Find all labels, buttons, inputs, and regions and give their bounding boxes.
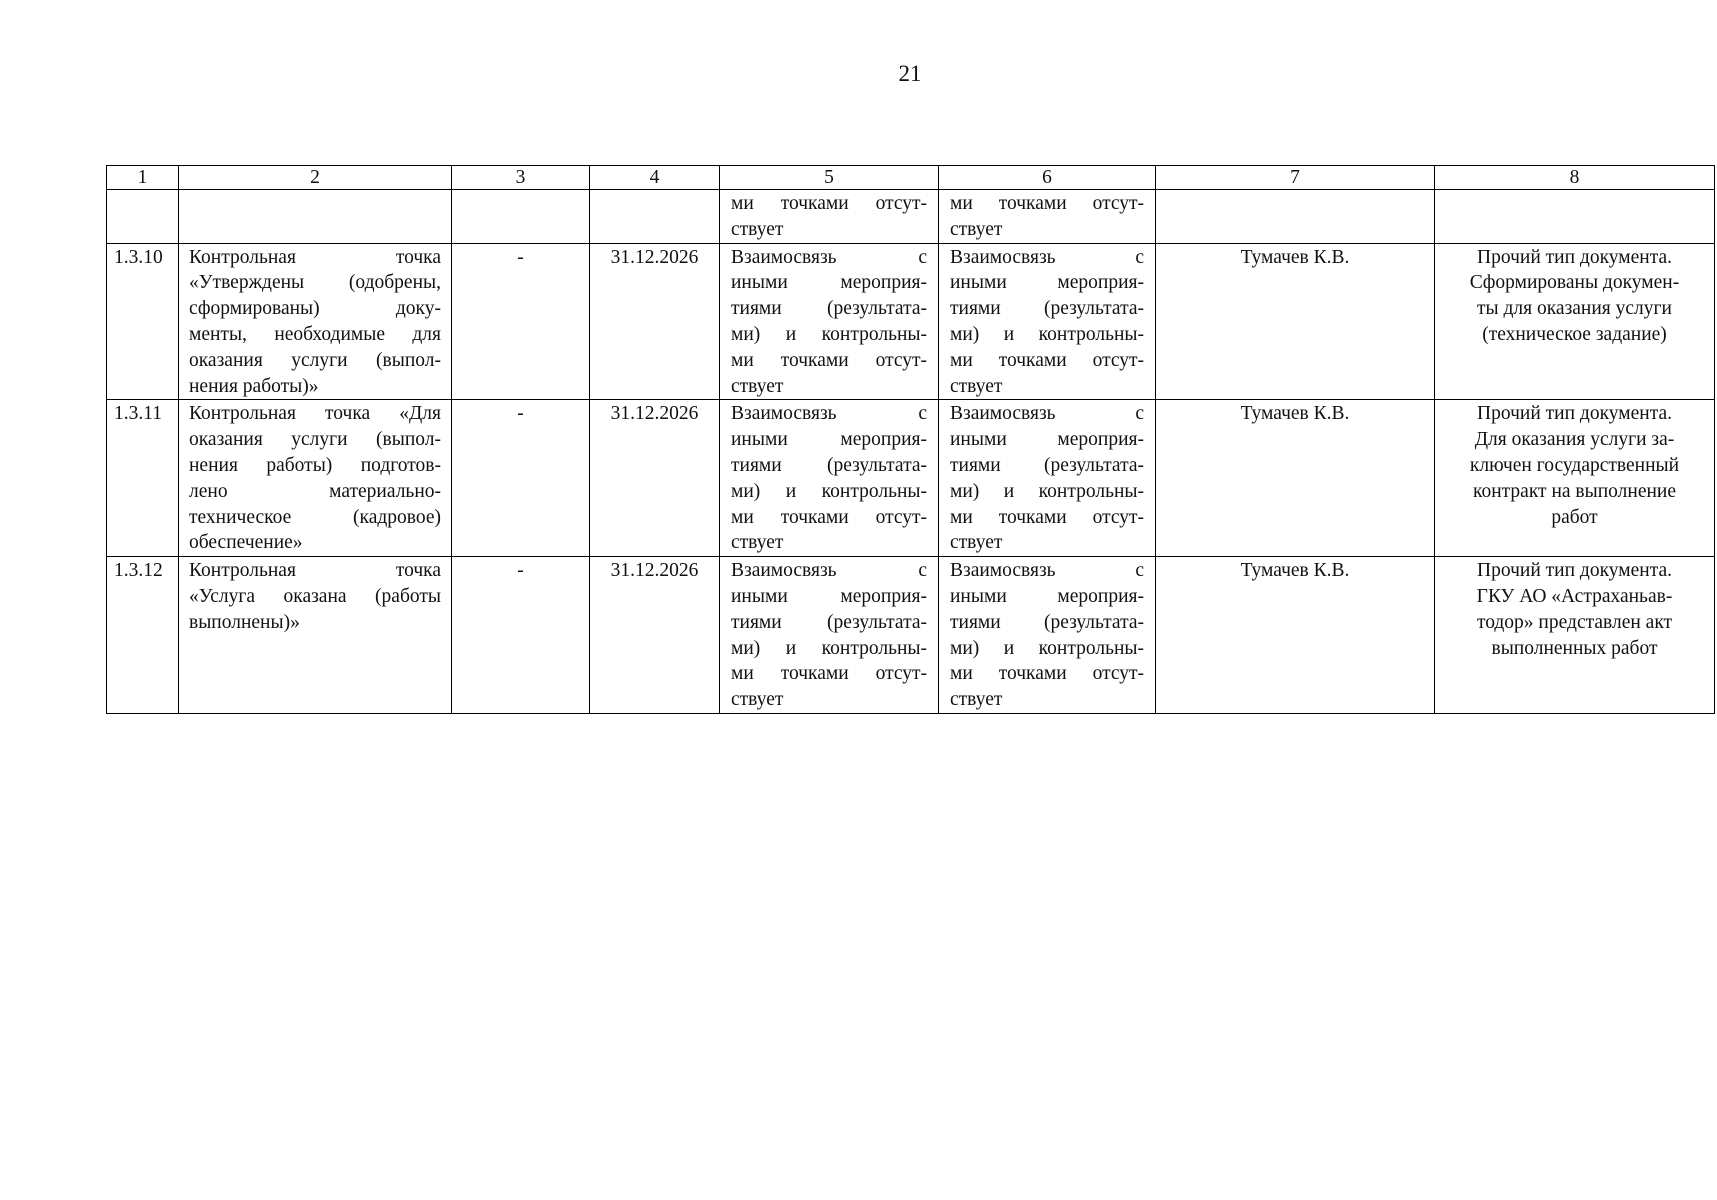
cell-text-line: тодор» представлен акт xyxy=(1476,611,1673,633)
cell-text-line: «Утверждены (одобрены, xyxy=(189,272,441,294)
cell-text-line: 31.12.2026 xyxy=(610,403,699,425)
cell-text-line: - xyxy=(517,246,524,268)
column-header: 2 xyxy=(179,166,452,190)
row-number-cell xyxy=(107,400,179,557)
responsible-cell xyxy=(1156,243,1435,400)
cell-text-line: тиями (результата- xyxy=(950,454,1144,476)
cell-text-line: ми точками отсут- xyxy=(731,663,927,685)
deadline-cell xyxy=(590,400,720,557)
cell-text-line: иными мероприя- xyxy=(950,585,1144,607)
cell-text-line: ствует xyxy=(950,532,1003,554)
cell-text-line: ствует xyxy=(731,689,784,711)
cell-text-line: ми точками отсут- xyxy=(950,349,1144,371)
cell-text-line: ми) и контрольны- xyxy=(950,480,1144,502)
cell-text-line: ствует xyxy=(731,532,784,554)
cell-text-line: иными мероприя- xyxy=(731,585,927,607)
cell-text-line: контракт на выполнение xyxy=(1473,480,1676,502)
cell-text-line: тиями (результата- xyxy=(731,298,927,320)
cell-text-line: - xyxy=(517,403,524,425)
document-cell xyxy=(1435,243,1715,400)
cell-text-line: ми точками отсут- xyxy=(950,506,1144,528)
cell-text-line: Взаимосвязь с xyxy=(950,560,1144,582)
deadline-cell xyxy=(590,557,720,714)
control-point-cell xyxy=(179,557,452,714)
linkage-cell xyxy=(720,190,939,244)
deadline-cell xyxy=(590,243,720,400)
cell-text-line: Сформированы докумен- xyxy=(1469,272,1680,294)
row-number-cell xyxy=(107,557,179,714)
responsible-cell xyxy=(1156,400,1435,557)
cell-text-line: Прочий тип документа. xyxy=(1477,246,1672,268)
cell-text-line: Взаимосвязь с xyxy=(950,403,1144,425)
cell-text-line: ми точками отсут- xyxy=(950,193,1144,214)
column-header: 8 xyxy=(1435,166,1715,190)
cell-text-line: иными мероприя- xyxy=(950,272,1144,294)
row-number-cell xyxy=(107,243,179,400)
cell-text-line: ми) и контрольны- xyxy=(731,323,927,345)
cell-text-line: работ xyxy=(1551,506,1598,528)
table-row xyxy=(107,400,1715,557)
cell-text-line: Взаимосвязь с xyxy=(731,403,927,425)
document-cell xyxy=(1435,557,1715,714)
cell-text-line: 31.12.2026 xyxy=(610,560,699,582)
cell-text-line: тиями (результата- xyxy=(731,454,927,476)
cell-text-line: Для оказания услуги за- xyxy=(1474,429,1675,451)
responsible-cell xyxy=(1156,557,1435,714)
cell-text-line: ствует xyxy=(950,218,1003,240)
cell-text-line: Контрольная точка xyxy=(189,560,441,582)
cell-text-line: менты, необходимые для xyxy=(189,323,441,345)
linkage-cell-alt xyxy=(939,400,1156,557)
cell-text-line: лено материально- xyxy=(189,480,441,502)
column-3-cell xyxy=(452,557,590,714)
column-3-cell xyxy=(452,400,590,557)
cell-text-line: ты для оказания услуги xyxy=(1477,298,1672,320)
cell-text-line: 31.12.2026 xyxy=(610,246,699,268)
header-row xyxy=(107,166,1715,190)
table-row xyxy=(107,557,1715,714)
linkage-cell xyxy=(720,243,939,400)
cell-text-line: нения работы) подготов- xyxy=(189,454,441,476)
cell-text-line: иными мероприя- xyxy=(731,429,927,451)
column-header: 1 xyxy=(107,166,179,190)
cell-text-line: Взаимосвязь с xyxy=(731,246,927,268)
cell-text-line: тиями (результата- xyxy=(731,611,927,633)
cell-text-line: Взаимосвязь с xyxy=(731,560,927,582)
cell-text-line: выполненных работ xyxy=(1491,637,1658,659)
cell-text-line: сформированы) доку- xyxy=(189,298,441,320)
control-points-table xyxy=(106,165,1715,714)
cell-text-line: 1.3.12 xyxy=(114,560,163,582)
cell-text-line: обеспечение» xyxy=(189,532,303,554)
control-point-cell xyxy=(179,243,452,400)
column-header: 6 xyxy=(939,166,1156,190)
table-row xyxy=(107,190,1715,244)
cell-text-line: ми) и контрольны- xyxy=(731,637,927,659)
cell-text-line: Взаимосвязь с xyxy=(950,246,1144,268)
cell-text-line: оказания услуги (выпол- xyxy=(189,349,441,371)
linkage-cell xyxy=(720,557,939,714)
cell-text-line: оказания услуги (выпол- xyxy=(189,429,441,451)
linkage-cell-alt xyxy=(939,243,1156,400)
cell-text-line: ствует xyxy=(731,218,784,240)
cell-text-line: Контрольная точка «Для xyxy=(189,403,441,425)
document-cell xyxy=(1435,190,1715,244)
deadline-cell xyxy=(590,190,720,244)
control-point-cell xyxy=(179,400,452,557)
cell-text-line: нения работы)» xyxy=(189,375,319,397)
cell-text-line: ми точками отсут- xyxy=(731,193,927,214)
cell-text-line: 1.3.11 xyxy=(114,403,163,425)
cell-text-line: Контрольная точка xyxy=(189,246,441,268)
cell-text-line: ствует xyxy=(731,375,784,397)
cell-text-line: «Услуга оказана (работы xyxy=(189,585,441,607)
column-header: 3 xyxy=(452,166,590,190)
table-body xyxy=(107,190,1715,714)
cell-text-line: иными мероприя- xyxy=(950,429,1144,451)
linkage-cell xyxy=(720,400,939,557)
table-row xyxy=(107,243,1715,400)
column-header: 7 xyxy=(1156,166,1435,190)
document-cell xyxy=(1435,400,1715,557)
cell-text-line: ми точками отсут- xyxy=(731,349,927,371)
page-number: 21 xyxy=(898,61,922,86)
cell-text-line: Тумачев К.В. xyxy=(1240,403,1350,425)
cell-text-line: тиями (результата- xyxy=(950,298,1144,320)
linkage-cell-alt xyxy=(939,557,1156,714)
cell-text-line: ствует xyxy=(950,375,1003,397)
cell-text-line: ми) и контрольны- xyxy=(950,323,1144,345)
linkage-cell-alt xyxy=(939,190,1156,244)
column-3-cell xyxy=(452,190,590,244)
cell-text-line: Прочий тип документа. xyxy=(1477,403,1672,425)
cell-text-line: тиями (результата- xyxy=(950,611,1144,633)
cell-text-line: - xyxy=(517,560,524,582)
column-header: 4 xyxy=(590,166,720,190)
cell-text-line: 1.3.10 xyxy=(114,246,163,268)
column-3-cell xyxy=(452,243,590,400)
cell-text-line: ГКУ АО «Астраханьав- xyxy=(1476,585,1673,607)
row-number-cell xyxy=(107,190,179,244)
control-point-cell xyxy=(179,190,452,244)
cell-text-line: Тумачев К.В. xyxy=(1240,246,1350,268)
cell-text-line: ствует xyxy=(950,689,1003,711)
responsible-cell xyxy=(1156,190,1435,244)
cell-text-line: Прочий тип документа. xyxy=(1477,560,1672,582)
cell-text-line: иными мероприя- xyxy=(731,272,927,294)
cell-text-line: ми точками отсут- xyxy=(731,506,927,528)
cell-text-line: техническое (кадровое) xyxy=(189,506,441,528)
cell-text-line: (техническое задание) xyxy=(1482,323,1667,345)
cell-text-line: ми) и контрольны- xyxy=(950,637,1144,659)
cell-text-line: Тумачев К.В. xyxy=(1240,560,1350,582)
cell-text-line: ми) и контрольны- xyxy=(731,480,927,502)
column-header: 5 xyxy=(720,166,939,190)
cell-text-line: ключен государственный xyxy=(1469,454,1680,476)
cell-text-line: ми точками отсут- xyxy=(950,663,1144,685)
table-header xyxy=(107,166,1715,190)
cell-text-line: выполнены)» xyxy=(189,611,300,633)
